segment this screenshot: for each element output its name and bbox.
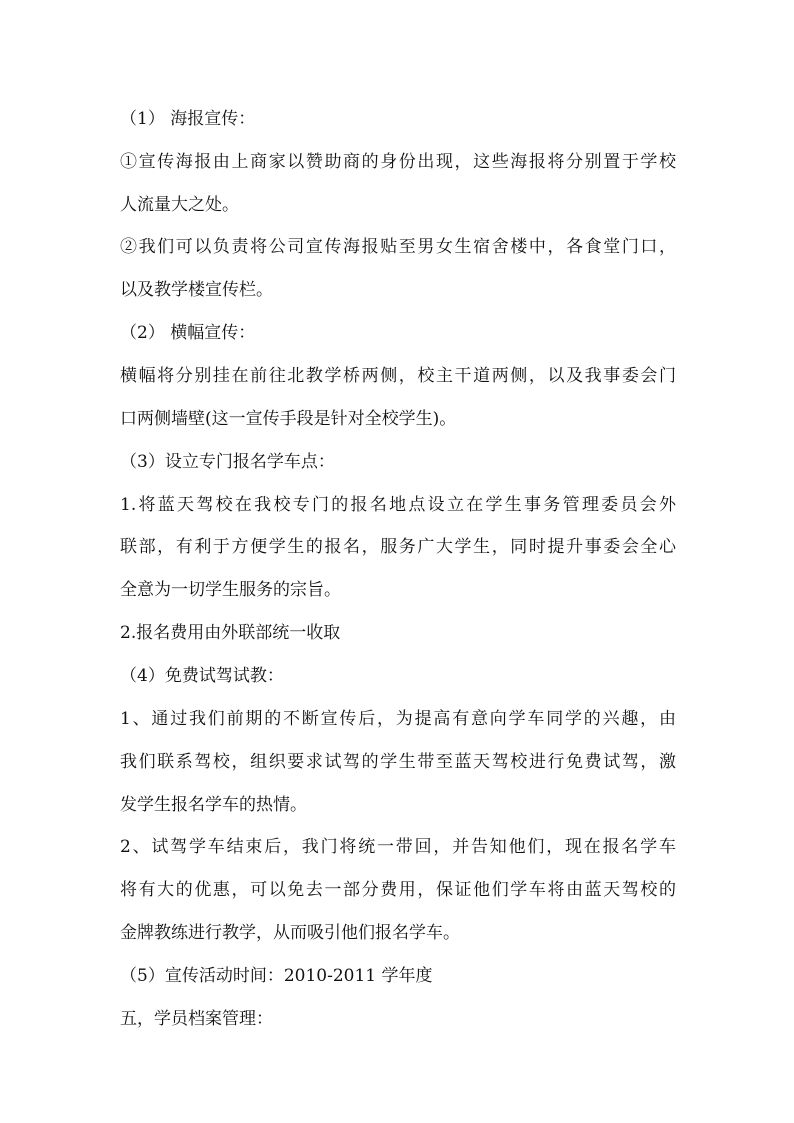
section-heading-records: 五，学员档案管理： <box>120 1009 273 1029</box>
paragraph-line: 我们联系驾校，组织要求试驾的学生带至蓝天驾校进行免费试驾，激 <box>120 752 676 772</box>
paragraph-line: 全意为一切学生服务的宗旨。 <box>120 580 341 600</box>
paragraph-line: ①宣传海报由上商家以赞助商的身份出现，这些海报将分别置于学校 <box>120 152 676 172</box>
section-heading-banner: （2） 横幅宣传： <box>120 323 256 343</box>
paragraph-line: 发学生报名学车的热情。 <box>120 795 307 815</box>
paragraph-line: 2.报名费用由外联部统一收取 <box>120 623 341 643</box>
paragraph-line: 将有大的优惠，可以免去一部分费用，保证他们学车将由蓝天驾校的 <box>120 880 676 900</box>
paragraph-line: 联部，有利于方便学生的报名，服务广大学生，同时提升事委会全心 <box>120 537 676 557</box>
paragraph-line: 人流量大之处。 <box>120 195 239 215</box>
paragraph-line: 1.将蓝天驾校在我校专门的报名地点设立在学生事务管理委员会外 <box>120 495 676 515</box>
paragraph-line: 横幅将分别挂在前往北教学桥两侧，校主干道两侧，以及我事委会门 <box>120 366 676 386</box>
paragraph-line: ②我们可以负责将公司宣传海报贴至男女生宿舍楼中，各食堂门口， <box>120 237 676 257</box>
section-heading-poster: （1） 海报宣传： <box>120 109 256 129</box>
paragraph-line: 口两侧墙壁(这一宣传手段是针对全校学生)。 <box>120 409 457 429</box>
paragraph-line: 金牌教练进行教学，从而吸引他们报名学车。 <box>120 923 460 943</box>
paragraph-line: 2、试驾学车结束后，我门将统一带回，并告知他们，现在报名学车 <box>120 837 676 857</box>
section-heading-schedule: （5）宣传活动时间：2010-2011 学年度 <box>120 966 433 986</box>
section-heading-signup-point: （3）设立专门报名学车点： <box>120 452 335 472</box>
paragraph-line: 1、通过我们前期的不断宣传后，为提高有意向学车同学的兴趣，由 <box>120 709 676 729</box>
paragraph-line: 以及教学楼宣传栏。 <box>120 280 273 300</box>
section-heading-free-trial: （4）免费试驾试教： <box>120 666 284 686</box>
